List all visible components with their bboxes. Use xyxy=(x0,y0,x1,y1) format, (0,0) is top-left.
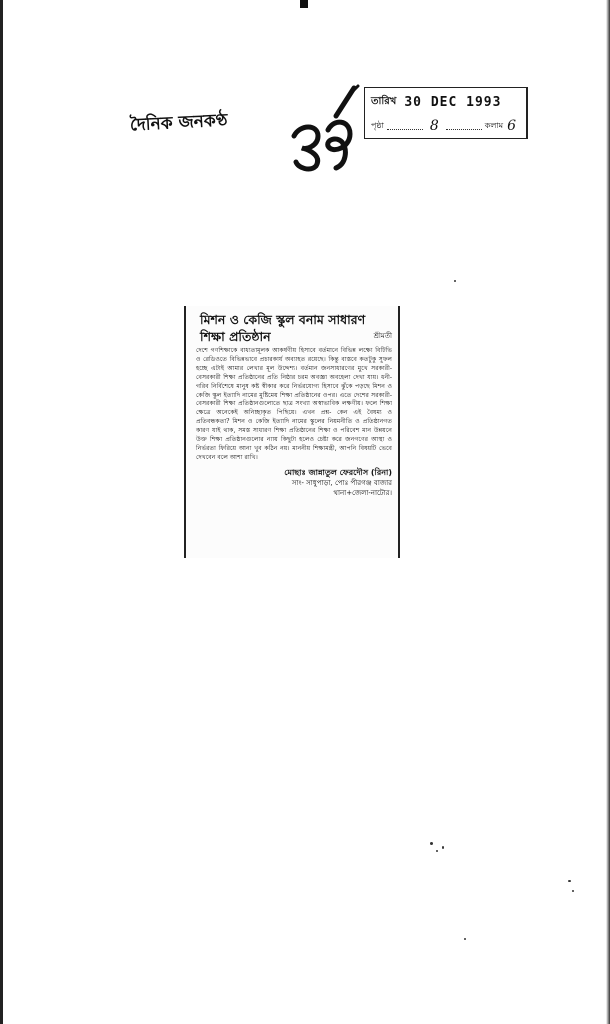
stamp-page-value: 8 xyxy=(429,118,439,134)
stamp-dotted-line xyxy=(387,123,423,130)
stamp-page-label: পৃষ্ঠা xyxy=(371,120,384,130)
scan-speck xyxy=(568,880,571,882)
scan-speck xyxy=(442,846,444,849)
stamp-date-label: তারিখ xyxy=(371,96,397,107)
page-edge-left xyxy=(0,0,3,1024)
stamp-column-label: কলাম xyxy=(484,120,504,130)
clipping-title-line1: মিশন ও কেজি স্কুল বনাম সাধারণ xyxy=(200,312,366,327)
clipping-address-line2: থানা+জেলা-নাটোর। xyxy=(333,488,392,497)
clipping-author: মোছাঃ জান্নাতুল ফেরদৌস (রিনা) xyxy=(284,467,392,477)
binding-mark xyxy=(300,0,308,8)
date-stamp xyxy=(364,87,528,139)
handwritten-number xyxy=(288,84,362,174)
page-edge-right xyxy=(606,0,610,1024)
clipping-byline-tag: শ্রীমতী xyxy=(373,332,392,340)
stamp-date-value: 30 DEC 1993 xyxy=(404,95,502,110)
newspaper-name: দৈনিক জনকণ্ঠ xyxy=(129,110,229,136)
clipping-title-line2: শিক্ষা প্রতিষ্ঠান xyxy=(200,329,271,344)
stamp-column-value: 6 xyxy=(507,118,517,134)
scan-speck xyxy=(572,890,574,892)
scan-speck xyxy=(430,842,433,845)
newspaper-clipping xyxy=(184,306,400,558)
clipping-address-line1: সাং- সাধুপাড়া, পোঃ পীরগঞ্জ বাজার xyxy=(291,478,392,487)
scan-speck xyxy=(436,850,438,852)
stamp-dotted-line xyxy=(446,123,482,130)
scan-speck xyxy=(454,280,456,282)
scan-speck xyxy=(464,938,466,940)
clipping-body: দেশে গণশিক্ষাকে বাধ্যতামূলক আকর্ষণীয় হিসাবে বর্তমানে বিভিন্ন লক্ষ্যে বিটিভি ও রেডিওতে বিভিন্নভাবে প্রচারকার্য অব্যাহত রয়েছে। কিন্তু বাস্তবে কতটুকু সুফল হচ্ছে এটাই আমার লেখার মূল উদ্দেশ্য। বর্তমান জনসাধারণের মুখে সরকারী-বেসরকারী শিক্ষা প্রতিষ্ঠানের প্রতি নিষ্ঠার চরম অবজ্ঞা অবহেলা দেখা যায়। ধনী-গরিব নির্বিশেষে মানুষ কষ্ট স্বীকার করে নির্ভরযোগ্য হিসাবে ঝুঁকে পড়ছে মিশন ও কেজি স্কুল ইত্যাদি নামের মুষ্টিমেয় শিক্ষা প্রতিষ্ঠানের ওপর। এতে দেশের সরকারী-বেসরকারী শিক্ষা প্রতিষ্ঠানগুলোতে ছাত্র সংখ্যা অস্বাভাবিক লক্ষণীয়। ফলে শিক্ষা ক্ষেত্রে অনেকেই অনিচ্ছাকৃত পিছিয়ে। এখন প্রশ্ন- কেন এই বৈষম্য ও প্রতিবন্ধকতা? মিশন ও কেজি ইত্যাদি নামের স্কুলের নিয়মনীতি ও প্রতিষ্ঠানগত কারণ যাই থাক, সমস্ত সাধারণ শিক্ষা প্রতিষ্ঠানের শিক্ষা ও পরিবেশ মান উন্নয়নে উক্ত শিক্ষা প্রতিষ্ঠানগুলোর ন্যায় কিছুটা হলেও চেষ্টা করে জনগণের আস্থা ও নির্ভরতা ফিরিয়ে আনা খুব কঠিন নয়। মাননীয় শিক্ষামন্ত্রী, আপনি বিষয়টি ভেবে দেখবেন বলে আশা রাখি। xyxy=(196,347,392,461)
